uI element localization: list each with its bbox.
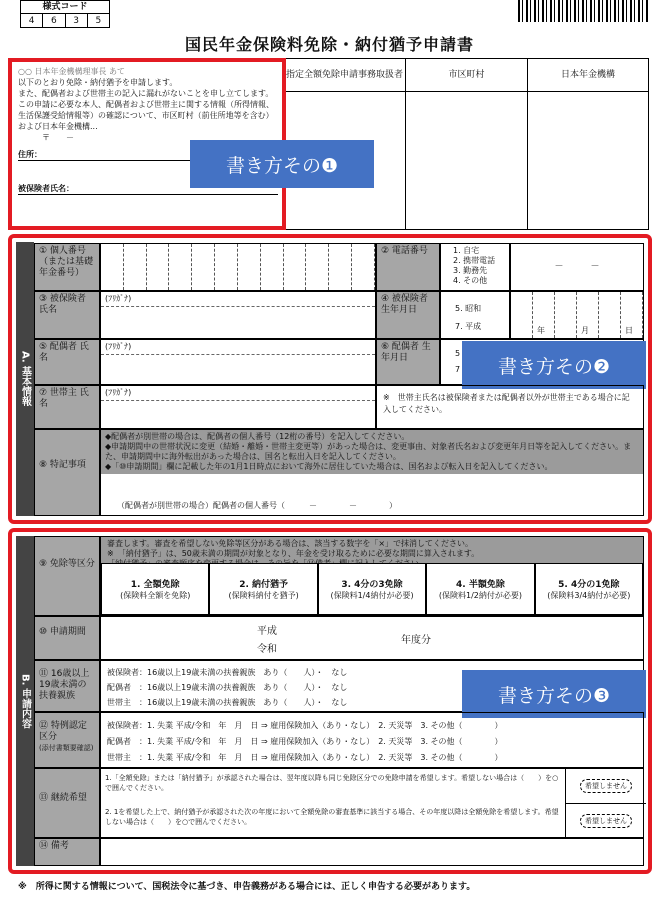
city-col-header: 市区町村 — [406, 59, 527, 92]
householder-note: ※ 世帯主氏名は被保険者または配偶者以外が世帯主である場合に記入してください。 — [376, 385, 644, 429]
choice-title: 1. 全額免除 — [130, 580, 180, 590]
era-opt: 7 — [455, 365, 461, 374]
choice-half[interactable] — [426, 563, 534, 615]
special-cert-line: 配偶者 ：1. 失業 平成/令和 年 月 日 ⇒ 雇用保険加入（あり・なし） 2. 天災等 3. その他（ ） — [107, 737, 503, 746]
choice-quarter[interactable] — [535, 563, 643, 615]
era-reiwa: 令和 — [257, 644, 277, 655]
choice-payment-deferral[interactable] — [209, 563, 317, 615]
section-b-tab: B. 申請内容 — [16, 536, 34, 866]
section-a-tab: A. 基本情報 — [16, 242, 34, 516]
dependents-line: 被保険者：16歳以上19歳未満の扶養親族 あり（ 人）・ なし — [107, 668, 348, 677]
guide-tag-3: 書き方その❸ — [462, 670, 646, 718]
footnote: ※ 所得に関する情報について、国税法令に基づき、申告義務がある場合には、正しく申告する必要があります。 — [18, 882, 476, 892]
nendo-label: 年度分 — [401, 635, 431, 646]
decline-box-2[interactable] — [565, 803, 646, 838]
postal-field[interactable]: 〒 － — [42, 133, 74, 142]
statement-line: また、配偶者および世帯主の記入に漏れがないことを申し立てします。 — [18, 89, 274, 98]
day-unit: 日 — [625, 326, 633, 335]
form-code-digit: 6 — [43, 14, 65, 28]
individual-number-label: ① 個人番号（または基礎年金番号） — [34, 243, 100, 291]
statement-line: 以下のとおり免除・納付猶予を申請します。 — [18, 78, 178, 87]
form-code-digit: 5 — [95, 16, 102, 26]
dependents-line: 世帯主 ：16歳以上19歳未満の扶養親族 あり（ 人）・ なし — [107, 698, 348, 707]
decline-label: 希望しません — [580, 779, 632, 793]
note-line: ◆申請期間中の世帯状況に変更（結婚・離婚・世帯主変更等）があった場合は、変更事由、対象者氏名および変更年月日等を記入してください。また、申請期間中に海外転出があった場合は、国名と転出入日を記入してください。 — [105, 442, 632, 461]
choice-title: 5. 4分の1免除 — [558, 580, 620, 590]
choice-sub: (保険料1/2納付が必要) — [438, 591, 522, 600]
special-cert-line: 世帯主 ：1. 失業 平成/令和 年 月 日 ⇒ 雇用保険加入（あり・なし） 2. 天災等 3. その他（ ） — [107, 753, 503, 762]
application-period-input[interactable] — [100, 616, 644, 660]
phone-opt: 1. 自宅 — [453, 246, 480, 255]
insured-name-label: ③ 被保険者 氏名 — [34, 291, 100, 339]
form-code-label: 様式コード — [21, 1, 109, 14]
phone-opt: 2. 携帯電話 — [453, 256, 496, 265]
jpn-pension-col — [528, 59, 648, 229]
guide-tag-2: 書き方その❷ — [462, 341, 646, 389]
furigana-label: (ﾌﾘｶﾞﾅ) — [101, 340, 375, 355]
special-notes-guide — [101, 430, 643, 474]
choice-title: 3. 4分の3免除 — [341, 580, 403, 590]
statement-line: この申請に必要な本人、配偶者および世帯主に関する情報（所得情報、生活保護受給情報等）の確認について、市区町村（前住所地等を含む）および日本年金機構... — [18, 100, 274, 131]
householder-name-label: ⑦ 世帯主 氏名 — [34, 385, 100, 429]
special-cert-title: ⑫ 特例認定区分 — [39, 721, 87, 742]
year-unit: 年 — [537, 326, 545, 335]
remarks-label: ⑭ 備考 — [34, 838, 100, 866]
era-opt: 5. 昭和 — [455, 304, 482, 313]
continuation-label: ⑬ 継続希望 — [34, 768, 100, 838]
spouse-birth-label: ⑥ 配偶者 生年月日 — [376, 339, 440, 385]
choice-full-exemption[interactable] — [101, 563, 209, 615]
era-heisei: 平成 — [257, 626, 277, 637]
exemption-type-label: ⑨ 免除等区分 — [34, 536, 100, 616]
form-title: 国民年金保険料免除・納付猶予申請書 — [184, 35, 474, 54]
address-field[interactable]: 住所： — [18, 149, 238, 161]
era-opt: 7. 平成 — [455, 322, 482, 331]
era-opt: 5 — [455, 349, 461, 358]
application-period-label: ⑩ 申請期間 — [34, 616, 100, 660]
insured-name-input[interactable] — [100, 291, 376, 339]
continuation-item-2: 2. 1を希望した上で、納付猶予が承認された次の年度において全額免除の審査基準に該当する場合、その年度以降は全額免除を希望します。希望しない場合は（ ）を○で囲んでください。 — [105, 808, 559, 826]
special-cert-sub: (添付書類要確認) — [39, 744, 94, 752]
choice-title: 2. 納付猶予 — [239, 580, 289, 590]
note-line: ◆「⑩申請期間」欄に記載した年の1月1日時点において海外に居住していた場合は、国名および転入日を記入してください。 — [105, 462, 553, 471]
choice-title: 4. 半額免除 — [456, 580, 505, 590]
note-line: 審査します。審査を希望しない免除等区分がある場合は、該当する数字を「×」で抹消してください。 — [107, 539, 474, 548]
choice-three-quarter[interactable] — [318, 563, 426, 615]
phone-label: ② 電話番号 — [376, 243, 440, 291]
exemption-type-area — [100, 536, 644, 616]
continuation-item-1: 1.「全額免除」または「納付猶予」が承認された場合は、翌年度以降も同じ免除区分での免除申請を希望します。希望しない場合は（ ）を○で囲んでください。 — [105, 774, 559, 792]
dependents-label: ⑪ 16歳以上19歳未満の扶養親族 — [34, 660, 100, 712]
insured-birth-label: ④ 被保険者 生年月日 — [376, 291, 440, 339]
spouse-name-input[interactable] — [100, 339, 376, 385]
special-cert-label — [34, 712, 100, 768]
decline-label: 希望しません — [580, 814, 632, 828]
insured-era-options[interactable] — [440, 291, 510, 339]
decline-box-1[interactable] — [565, 769, 646, 804]
choice-sub: (保険料3/4納付が必要) — [547, 591, 631, 600]
individual-number-input[interactable] — [100, 243, 376, 291]
form-code-digit: 3 — [66, 14, 88, 28]
form-code-digit: 4 — [21, 14, 43, 28]
phone-number-input[interactable]: － － — [510, 243, 644, 291]
special-notes-label: ⑧ 特記事項 — [34, 429, 100, 516]
special-cert-line: 被保険者：1. 失業 平成/令和 年 月 日 ⇒ 雇用保険加入（あり・なし） 2. 天災等 3. その他（ ） — [107, 721, 503, 730]
form-code-box — [20, 0, 110, 28]
choice-sub: (保険料納付を猶予) — [228, 591, 299, 600]
addressee-line: ○○ 日本年金機構理事長 あて — [18, 67, 126, 76]
insured-name-field[interactable]: 被保険者氏名： — [18, 183, 278, 195]
dependents-line: 配偶者 ：16歳以上19歳未満の扶養親族 あり（ 人）・ なし — [107, 683, 348, 692]
month-unit: 月 — [581, 326, 589, 335]
spouse-name-label: ⑤ 配偶者 氏名 — [34, 339, 100, 385]
phone-opt: 3. 勤務先 — [453, 266, 488, 275]
remarks-input[interactable] — [100, 838, 644, 866]
choice-sub: (保険料全額を免除) — [120, 591, 191, 600]
continuation-area — [100, 768, 644, 838]
furigana-label: (ﾌﾘｶﾞﾅ) — [101, 386, 375, 401]
barcode — [518, 0, 650, 22]
jpn-pension-col-header: 日本年金機構 — [528, 59, 648, 92]
city-col — [406, 59, 528, 229]
office-col-header: 指定全額免除申請事務取扱者 — [284, 59, 405, 92]
furigana-label: (ﾌﾘｶﾞﾅ) — [101, 292, 375, 307]
guide-tag-1: 書き方その❶ — [190, 140, 374, 188]
phone-type-options[interactable] — [440, 243, 510, 291]
householder-name-input[interactable] — [100, 385, 376, 429]
note-line: ※ 「納付猶予」は、50歳未満の期間が対象となり、年金を受け取るために必要な期間に算入されます。 — [107, 549, 480, 558]
phone-opt: 4. その他 — [453, 276, 488, 285]
insured-birth-input[interactable] — [510, 291, 644, 339]
special-cert-input[interactable] — [100, 712, 644, 768]
special-notes-input[interactable] — [100, 429, 644, 516]
choice-sub: (保険料1/4納付が必要) — [330, 591, 414, 600]
note-line: ◆配偶者が別世帯の場合は、配偶者の個人番号（12桁の番号）を記入してください。 — [105, 432, 410, 441]
spouse-number-line: （配偶者が別世帯の場合）配偶者の個人番号（ － － ） — [117, 501, 397, 510]
exemption-guide — [101, 537, 643, 563]
